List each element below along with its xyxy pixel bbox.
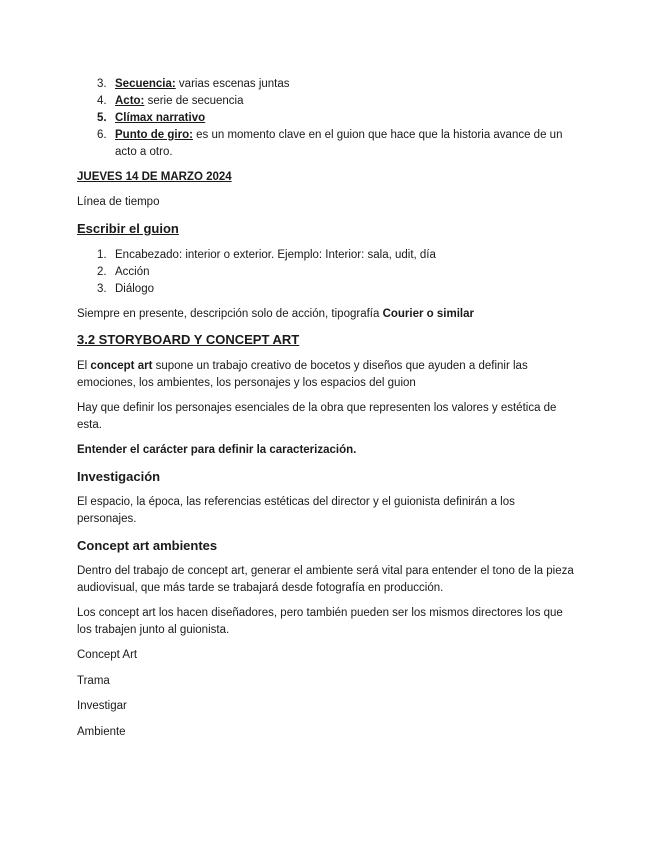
present-paragraph: [77, 306, 577, 323]
designers-paragraph: Los concept art los hacen diseñadores, pero también pueden ser los mismos directores los que los trabajen junto al guionista.: [77, 607, 563, 636]
document-body: [77, 76, 577, 741]
list-item: [77, 110, 577, 127]
term: Secuencia:: [115, 78, 176, 90]
terms-list: [77, 76, 577, 161]
list-number: 4.: [97, 95, 107, 107]
list-item: [77, 93, 577, 110]
list-item: [77, 281, 577, 298]
list-item: [77, 264, 577, 281]
intro-post: supone un trabajo creativo de bocetos y diseños que ayuden a definir las emociones, los ambientes, los personajes y los espacios del guion: [77, 360, 528, 389]
term: Punto de giro:: [115, 129, 193, 141]
keyword-trama: Trama: [77, 675, 110, 687]
list-number: 3.: [97, 78, 107, 90]
list-item: [77, 76, 577, 93]
script-list: [77, 247, 577, 298]
term-desc: varias escenas juntas: [175, 78, 290, 90]
list-number: 2.: [97, 266, 107, 278]
list-text: Diálogo: [115, 283, 154, 295]
list-text: Encabezado: interior o exterior. Ejemplo: Interior: sala, udit, día: [115, 249, 436, 261]
list-item: [77, 247, 577, 264]
present-bold: Courier o similar: [382, 308, 474, 320]
intro-pre: El: [77, 360, 91, 372]
storyboard-heading: 3.2 STORYBOARD Y CONCEPT ART: [77, 332, 300, 347]
ambientes-paragraph: Dentro del trabajo de concept art, generar el ambiente será vital para entender el tono de la pieza audiovisual, que más tarde se trabajará desde fotografía en producción.: [77, 565, 574, 594]
write-heading: Escribir el guion: [77, 221, 179, 236]
term-desc: serie de secuencia: [144, 95, 244, 107]
term-desc: es un momento clave en el guion que hace que la historia avance de un acto a otro.: [115, 129, 563, 158]
understand-character-paragraph: Entender el carácter para definir la caracterización.: [77, 444, 357, 456]
keyword-investigar: Investigar: [77, 700, 127, 712]
timeline-text: Línea de tiempo: [77, 196, 160, 208]
define-characters-paragraph: Hay que definir los personajes esenciales de la obra que representen los valores y estética de esta.: [77, 402, 557, 431]
term: Acto:: [115, 95, 145, 107]
list-number: 1.: [97, 249, 107, 261]
ambientes-heading: Concept art ambientes: [77, 538, 218, 553]
keyword-ambiente: Ambiente: [77, 726, 126, 738]
date-heading: JUEVES 14 DE MARZO 2024: [77, 171, 232, 183]
list-number: 5.: [97, 112, 107, 124]
investigacion-heading: Investigación: [77, 469, 161, 484]
intro-bold: concept art: [90, 360, 153, 372]
list-number: 3.: [97, 283, 107, 295]
list-text: Acción: [115, 266, 150, 278]
list-item: [77, 127, 577, 161]
keyword-concept-art: Concept Art: [77, 649, 138, 661]
present-text: Siempre en presente, descripción solo de acción, tipografía: [77, 308, 383, 320]
term: Clímax narrativo: [115, 112, 206, 124]
list-number: 6.: [97, 129, 107, 141]
investigacion-paragraph: El espacio, la época, las referencias estéticas del director y el guionista definirán a los personajes.: [77, 496, 515, 525]
concept-intro-paragraph: [77, 358, 577, 392]
